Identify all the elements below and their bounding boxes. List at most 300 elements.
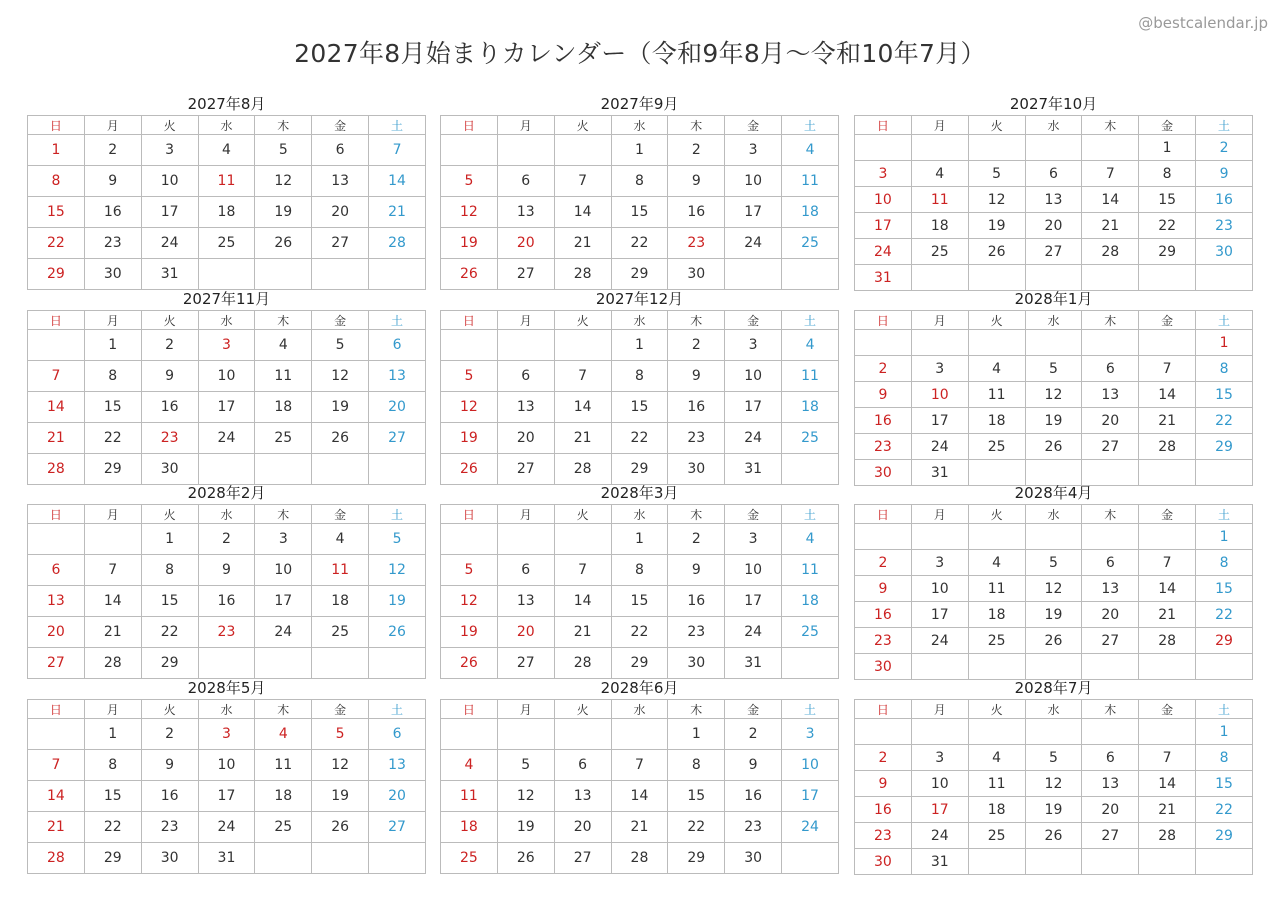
day-cell: 9 [84, 166, 141, 197]
week-row [855, 239, 1253, 265]
weekday-label: 火 [554, 116, 611, 135]
day-cell: 14 [554, 197, 611, 228]
day-cell: 4 [782, 330, 839, 361]
day-cell: 10 [255, 555, 312, 586]
week-row [28, 228, 426, 259]
day-cell: 3 [911, 550, 968, 576]
day-cell: 9 [725, 750, 782, 781]
day-cell: 11 [968, 382, 1025, 408]
weekday-label: 土 [1196, 505, 1253, 524]
empty-cell [1082, 330, 1139, 356]
day-cell: 22 [611, 617, 668, 648]
day-cell: 28 [1082, 239, 1139, 265]
weekday-label: 土 [782, 116, 839, 135]
day-cell: 6 [554, 750, 611, 781]
day-cell: 27 [497, 648, 554, 679]
weekday-label: 火 [554, 700, 611, 719]
day-cell: 3 [725, 135, 782, 166]
empty-cell [1025, 524, 1082, 550]
week-row [855, 161, 1253, 187]
weekday-label: 水 [611, 700, 668, 719]
weekday-label: 日 [855, 116, 912, 135]
day-cell: 7 [554, 361, 611, 392]
weekday-label: 土 [369, 505, 426, 524]
day-cell: 3 [855, 161, 912, 187]
day-cell: 20 [497, 228, 554, 259]
day-cell: 29 [668, 843, 725, 874]
day-cell: 31 [911, 460, 968, 486]
weekday-label: 水 [611, 311, 668, 330]
day-cell: 7 [28, 361, 85, 392]
day-cell: 14 [28, 392, 85, 423]
day-cell: 30 [1196, 239, 1253, 265]
empty-cell [911, 330, 968, 356]
empty-cell [28, 524, 85, 555]
day-cell: 5 [441, 361, 498, 392]
day-cell: 6 [497, 166, 554, 197]
empty-cell [369, 843, 426, 874]
day-cell: 13 [497, 392, 554, 423]
day-cell: 1 [611, 135, 668, 166]
weekday-label: 土 [782, 311, 839, 330]
day-cell: 16 [855, 408, 912, 434]
empty-cell [312, 843, 369, 874]
day-cell: 9 [855, 771, 912, 797]
weekday-label: 月 [84, 505, 141, 524]
day-cell: 11 [782, 166, 839, 197]
empty-cell [84, 524, 141, 555]
week-row [855, 797, 1253, 823]
day-cell: 6 [497, 361, 554, 392]
empty-cell [1025, 265, 1082, 291]
day-cell: 17 [855, 213, 912, 239]
day-cell: 30 [668, 454, 725, 485]
week-row [855, 135, 1253, 161]
day-cell: 7 [369, 135, 426, 166]
weekday-label: 金 [312, 505, 369, 524]
day-cell: 8 [84, 361, 141, 392]
weekday-header-row [855, 116, 1253, 135]
week-row [28, 197, 426, 228]
week-row [855, 550, 1253, 576]
day-cell: 4 [312, 524, 369, 555]
weekday-label: 火 [554, 505, 611, 524]
day-cell: 15 [668, 781, 725, 812]
day-cell: 25 [255, 812, 312, 843]
weekday-label: 土 [782, 505, 839, 524]
day-cell: 26 [497, 843, 554, 874]
day-cell: 19 [441, 423, 498, 454]
day-cell: 18 [911, 213, 968, 239]
empty-cell [968, 330, 1025, 356]
day-cell: 21 [28, 423, 85, 454]
week-row [28, 555, 426, 586]
week-row [28, 781, 426, 812]
day-cell: 4 [968, 550, 1025, 576]
month-table [854, 310, 1253, 486]
day-cell: 2 [855, 550, 912, 576]
day-cell: 16 [141, 392, 198, 423]
month-title: 2028年2月 [187, 484, 266, 502]
day-cell: 21 [1082, 213, 1139, 239]
day-cell: 3 [725, 330, 782, 361]
day-cell: 22 [28, 228, 85, 259]
empty-cell [497, 524, 554, 555]
empty-cell [911, 719, 968, 745]
week-row [441, 454, 839, 485]
empty-cell [255, 259, 312, 290]
day-cell: 19 [441, 228, 498, 259]
day-cell: 23 [141, 812, 198, 843]
weekday-label: 火 [968, 116, 1025, 135]
empty-cell [1139, 265, 1196, 291]
empty-cell [369, 454, 426, 485]
day-cell: 22 [1196, 408, 1253, 434]
empty-cell [911, 265, 968, 291]
day-cell: 2 [141, 719, 198, 750]
day-cell: 27 [497, 454, 554, 485]
day-cell: 14 [369, 166, 426, 197]
day-cell: 13 [1025, 187, 1082, 213]
day-cell: 13 [497, 197, 554, 228]
weekday-label: 土 [369, 700, 426, 719]
weekday-label: 木 [1082, 505, 1139, 524]
day-cell: 12 [369, 555, 426, 586]
day-cell: 21 [1139, 408, 1196, 434]
day-cell: 11 [255, 361, 312, 392]
day-cell: 29 [84, 454, 141, 485]
day-cell: 6 [28, 555, 85, 586]
empty-cell [1025, 654, 1082, 680]
day-cell: 26 [312, 423, 369, 454]
day-cell: 3 [911, 745, 968, 771]
day-cell: 29 [611, 648, 668, 679]
day-cell: 12 [441, 392, 498, 423]
empty-cell [1082, 654, 1139, 680]
month-title: 2028年6月 [600, 679, 679, 697]
day-cell: 21 [1139, 797, 1196, 823]
month-table [27, 504, 426, 679]
day-cell: 1 [84, 719, 141, 750]
day-cell: 4 [782, 135, 839, 166]
weekday-label: 日 [441, 311, 498, 330]
month-table [440, 115, 839, 290]
day-cell: 18 [255, 781, 312, 812]
weekday-label: 日 [855, 505, 912, 524]
day-cell: 13 [1082, 382, 1139, 408]
day-cell: 23 [725, 812, 782, 843]
empty-cell [369, 259, 426, 290]
day-cell: 6 [369, 330, 426, 361]
week-row [855, 524, 1253, 550]
day-cell: 3 [255, 524, 312, 555]
weekday-label: 水 [198, 311, 255, 330]
day-cell: 10 [141, 166, 198, 197]
empty-cell [198, 648, 255, 679]
weekday-label: 月 [497, 116, 554, 135]
day-cell: 24 [782, 812, 839, 843]
day-cell: 26 [441, 454, 498, 485]
day-cell: 15 [611, 197, 668, 228]
month-table [854, 115, 1253, 291]
day-cell: 23 [141, 423, 198, 454]
day-cell: 8 [1139, 161, 1196, 187]
day-cell: 9 [198, 555, 255, 586]
day-cell: 2 [141, 330, 198, 361]
weekday-header-row [28, 700, 426, 719]
week-row [855, 849, 1253, 875]
day-cell: 7 [611, 750, 668, 781]
day-cell: 6 [1082, 356, 1139, 382]
day-cell: 11 [198, 166, 255, 197]
empty-cell [441, 524, 498, 555]
day-cell: 20 [369, 392, 426, 423]
day-cell: 6 [1082, 550, 1139, 576]
month-title: 2027年9月 [600, 95, 679, 113]
day-cell: 14 [554, 586, 611, 617]
month-title: 2027年8月 [187, 95, 266, 113]
day-cell: 17 [141, 197, 198, 228]
day-cell: 26 [1025, 628, 1082, 654]
day-cell: 16 [668, 586, 725, 617]
weekday-header-row [28, 505, 426, 524]
empty-cell [968, 849, 1025, 875]
week-row [28, 392, 426, 423]
week-row [855, 434, 1253, 460]
empty-cell [255, 843, 312, 874]
day-cell: 19 [968, 213, 1025, 239]
day-cell: 19 [497, 812, 554, 843]
day-cell: 23 [855, 434, 912, 460]
day-cell: 1 [668, 719, 725, 750]
month-title: 2028年7月 [1014, 679, 1093, 697]
empty-cell [611, 719, 668, 750]
week-row [441, 228, 839, 259]
week-row [28, 259, 426, 290]
week-row [28, 423, 426, 454]
day-cell: 7 [28, 750, 85, 781]
day-cell: 10 [855, 187, 912, 213]
day-cell: 22 [84, 423, 141, 454]
empty-cell [725, 259, 782, 290]
day-cell: 8 [668, 750, 725, 781]
month-table [27, 115, 426, 290]
day-cell: 18 [312, 586, 369, 617]
day-cell: 16 [1196, 187, 1253, 213]
week-row [441, 617, 839, 648]
day-cell: 18 [968, 602, 1025, 628]
day-cell: 25 [968, 823, 1025, 849]
day-cell: 2 [668, 524, 725, 555]
empty-cell [1196, 265, 1253, 291]
weekday-label: 水 [198, 505, 255, 524]
day-cell: 13 [312, 166, 369, 197]
page-title: 2027年8月始まりカレンダー（令和9年8月〜令和10年7月） [294, 39, 986, 68]
weekday-header-row [28, 311, 426, 330]
day-cell: 4 [255, 330, 312, 361]
month-calendar [27, 677, 426, 874]
empty-cell [1082, 265, 1139, 291]
day-cell: 22 [611, 423, 668, 454]
empty-cell [312, 454, 369, 485]
weekday-label: 日 [441, 505, 498, 524]
weekday-label: 火 [968, 505, 1025, 524]
day-cell: 9 [855, 576, 912, 602]
day-cell: 30 [141, 454, 198, 485]
week-row [855, 576, 1253, 602]
month-calendar [854, 288, 1253, 486]
month-calendar [27, 482, 426, 679]
day-cell: 8 [28, 166, 85, 197]
day-cell: 13 [497, 586, 554, 617]
weekday-label: 水 [1025, 311, 1082, 330]
empty-cell [1025, 719, 1082, 745]
empty-cell [554, 330, 611, 361]
weekday-label: 月 [497, 311, 554, 330]
weekday-label: 木 [668, 311, 725, 330]
empty-cell [782, 259, 839, 290]
day-cell: 19 [1025, 602, 1082, 628]
month-title: 2028年4月 [1014, 484, 1093, 502]
day-cell: 18 [968, 408, 1025, 434]
day-cell: 24 [911, 823, 968, 849]
day-cell: 11 [782, 555, 839, 586]
week-row [28, 617, 426, 648]
day-cell: 3 [141, 135, 198, 166]
day-cell: 11 [255, 750, 312, 781]
day-cell: 26 [369, 617, 426, 648]
week-row [855, 382, 1253, 408]
day-cell: 16 [84, 197, 141, 228]
empty-cell [968, 265, 1025, 291]
day-cell: 2 [855, 356, 912, 382]
week-row [441, 135, 839, 166]
empty-cell [1082, 849, 1139, 875]
day-cell: 27 [554, 843, 611, 874]
empty-cell [198, 454, 255, 485]
day-cell: 18 [782, 392, 839, 423]
empty-cell [255, 648, 312, 679]
day-cell: 19 [1025, 797, 1082, 823]
weekday-label: 金 [1139, 116, 1196, 135]
day-cell: 29 [1196, 434, 1253, 460]
empty-cell [497, 330, 554, 361]
empty-cell [1139, 330, 1196, 356]
day-cell: 7 [84, 555, 141, 586]
empty-cell [855, 330, 912, 356]
day-cell: 10 [782, 750, 839, 781]
day-cell: 28 [28, 843, 85, 874]
week-row [28, 719, 426, 750]
day-cell: 25 [198, 228, 255, 259]
day-cell: 2 [855, 745, 912, 771]
day-cell: 20 [497, 617, 554, 648]
day-cell: 19 [312, 392, 369, 423]
empty-cell [855, 719, 912, 745]
day-cell: 27 [369, 423, 426, 454]
weekday-label: 月 [497, 505, 554, 524]
week-row [441, 423, 839, 454]
week-row [441, 524, 839, 555]
day-cell: 9 [141, 750, 198, 781]
month-calendar [854, 677, 1253, 875]
day-cell: 17 [725, 586, 782, 617]
day-cell: 14 [611, 781, 668, 812]
day-cell: 24 [725, 617, 782, 648]
weekday-label: 土 [369, 311, 426, 330]
weekday-header-row [855, 311, 1253, 330]
day-cell: 28 [1139, 628, 1196, 654]
day-cell: 23 [668, 228, 725, 259]
day-cell: 28 [554, 454, 611, 485]
day-cell: 7 [1139, 356, 1196, 382]
day-cell: 14 [554, 392, 611, 423]
day-cell: 3 [198, 330, 255, 361]
day-cell: 21 [554, 228, 611, 259]
day-cell: 11 [441, 781, 498, 812]
day-cell: 8 [611, 555, 668, 586]
day-cell: 28 [1139, 434, 1196, 460]
day-cell: 22 [141, 617, 198, 648]
day-cell: 23 [855, 823, 912, 849]
empty-cell [968, 135, 1025, 161]
month-table [440, 699, 839, 874]
day-cell: 24 [725, 423, 782, 454]
empty-cell [554, 135, 611, 166]
month-calendar [854, 93, 1253, 291]
day-cell: 16 [141, 781, 198, 812]
day-cell: 23 [84, 228, 141, 259]
day-cell: 27 [28, 648, 85, 679]
day-cell: 6 [1025, 161, 1082, 187]
weekday-label: 金 [312, 700, 369, 719]
day-cell: 6 [312, 135, 369, 166]
day-cell: 31 [855, 265, 912, 291]
week-row [441, 555, 839, 586]
week-row [28, 812, 426, 843]
day-cell: 10 [911, 771, 968, 797]
empty-cell [1139, 654, 1196, 680]
week-row [441, 361, 839, 392]
empty-cell [1082, 719, 1139, 745]
week-row [441, 812, 839, 843]
weekday-label: 日 [28, 505, 85, 524]
day-cell: 22 [1196, 797, 1253, 823]
weekday-label: 火 [141, 505, 198, 524]
day-cell: 17 [782, 781, 839, 812]
day-cell: 4 [911, 161, 968, 187]
week-row [441, 586, 839, 617]
week-row [855, 602, 1253, 628]
day-cell: 10 [725, 555, 782, 586]
weekday-label: 火 [141, 311, 198, 330]
day-cell: 14 [1139, 576, 1196, 602]
day-cell: 29 [84, 843, 141, 874]
day-cell: 1 [611, 524, 668, 555]
site-credit: @bestcalendar.jp [1138, 14, 1268, 32]
day-cell: 27 [369, 812, 426, 843]
day-cell: 14 [1139, 382, 1196, 408]
day-cell: 22 [1139, 213, 1196, 239]
week-row [855, 213, 1253, 239]
day-cell: 9 [141, 361, 198, 392]
week-row [855, 771, 1253, 797]
month-title: 2028年3月 [600, 484, 679, 502]
day-cell: 1 [28, 135, 85, 166]
day-cell: 20 [1082, 408, 1139, 434]
day-cell: 5 [1025, 356, 1082, 382]
weekday-label: 金 [312, 116, 369, 135]
